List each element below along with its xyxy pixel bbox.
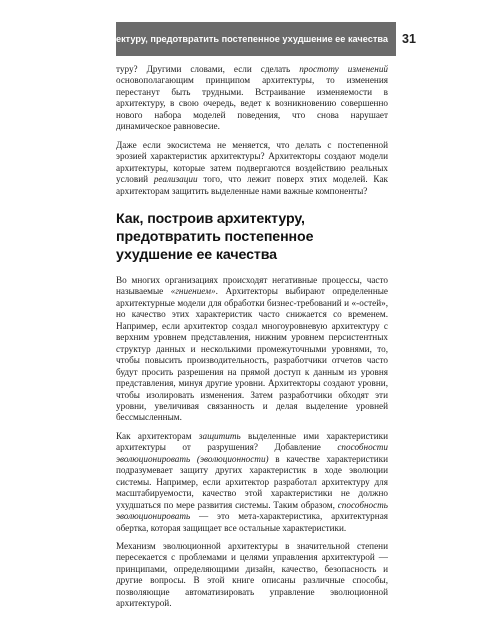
emphasis: защитить bbox=[198, 430, 241, 441]
paragraph: туру? Другими словами, если сделать простоту изменений основополагающим принципом архитектуры, то изменения перестанут быть трудными. Встраивание изменяемости в архитектуру, в свою очередь, ведет к возникновению совершенно нового набора моделей поведения, что снова нарушает динамическое равновесие. bbox=[116, 64, 389, 132]
emphasis: способность эволюционировать bbox=[116, 499, 388, 522]
paragraph: Механизм эволюционной архитектуры в значительной степени пересекается с проблемами и целями управления архитектурой — принципами, определяющими дизайн, качество, безопасность и другие вопросы. В этой книге описаны различные способы, позволяющие автоматизировать управление эволюционной архитектурой. bbox=[116, 540, 388, 609]
running-title: Как, построив архитектуру, предотвратить постепенное ухудшение ее качества bbox=[23, 34, 388, 44]
running-header bbox=[23, 22, 396, 56]
section-heading: Как, построив архитектуру, предотвратить постепенное ухудшение ее качества bbox=[116, 210, 314, 263]
emphasis: реализации bbox=[153, 174, 198, 185]
emphasis: способности эволюционировать (эволюционности) bbox=[116, 442, 388, 464]
paragraph: Как архитекторам защитить выделенные ими характеристики архитектуры от разрушения? Добавление способности эволюционировать (эволюционности) в качестве характеристики подразумевает защиту других характеристик в ходе эволюции системы. Например, если архитектор разработал архитектуру для масштабируемости, качество этой характеристики не должно ухудшаться по мере развития системы. Таким образом, способность эволюционировать — это мета-характеристика, архитектурная обертка, которая защищает все остальные характеристики. bbox=[116, 430, 389, 533]
paragraph: Даже если экосистема не меняется, что делать с постепенной эрозией характеристик архитектуры? Архитекторы создают модели архитектуры, которые затем подвергаются воздействию реальных условий реализации того, что лежит поверх этих моделей. Как архитекторам защитить выделенные нами важные компоненты? bbox=[116, 139, 388, 196]
body-text bbox=[116, 64, 388, 617]
emphasis: «гниением» bbox=[170, 286, 216, 297]
paragraph: Во многих организациях происходят негативные процессы, часто называемые «гниением». Архитекторы выбирают определенные архитектурные модели для обработки бизнес-требований и «-остей», но качество этих характеристик часто снижается со временем. Например, если архитектор создал многоуровневую архитектуру с верхним уровнем представления, нижним уровнем персистентных структур данных и несколькими промежуточными уровнями, то, чтобы повысить производительность, разработчики отчетов часто будут просить разрешения на прямой доступ к данным из уровня представления, минуя другие уровни. Архитекторы создают уровни, чтобы изолировать изменения. Затем разработчики обходят эти уровни, увеличивая связанность и делая выделение уровней бессмысленным. bbox=[116, 274, 388, 423]
emphasis: простоту изменений bbox=[299, 64, 389, 74]
page-number: 31 bbox=[402, 32, 416, 46]
